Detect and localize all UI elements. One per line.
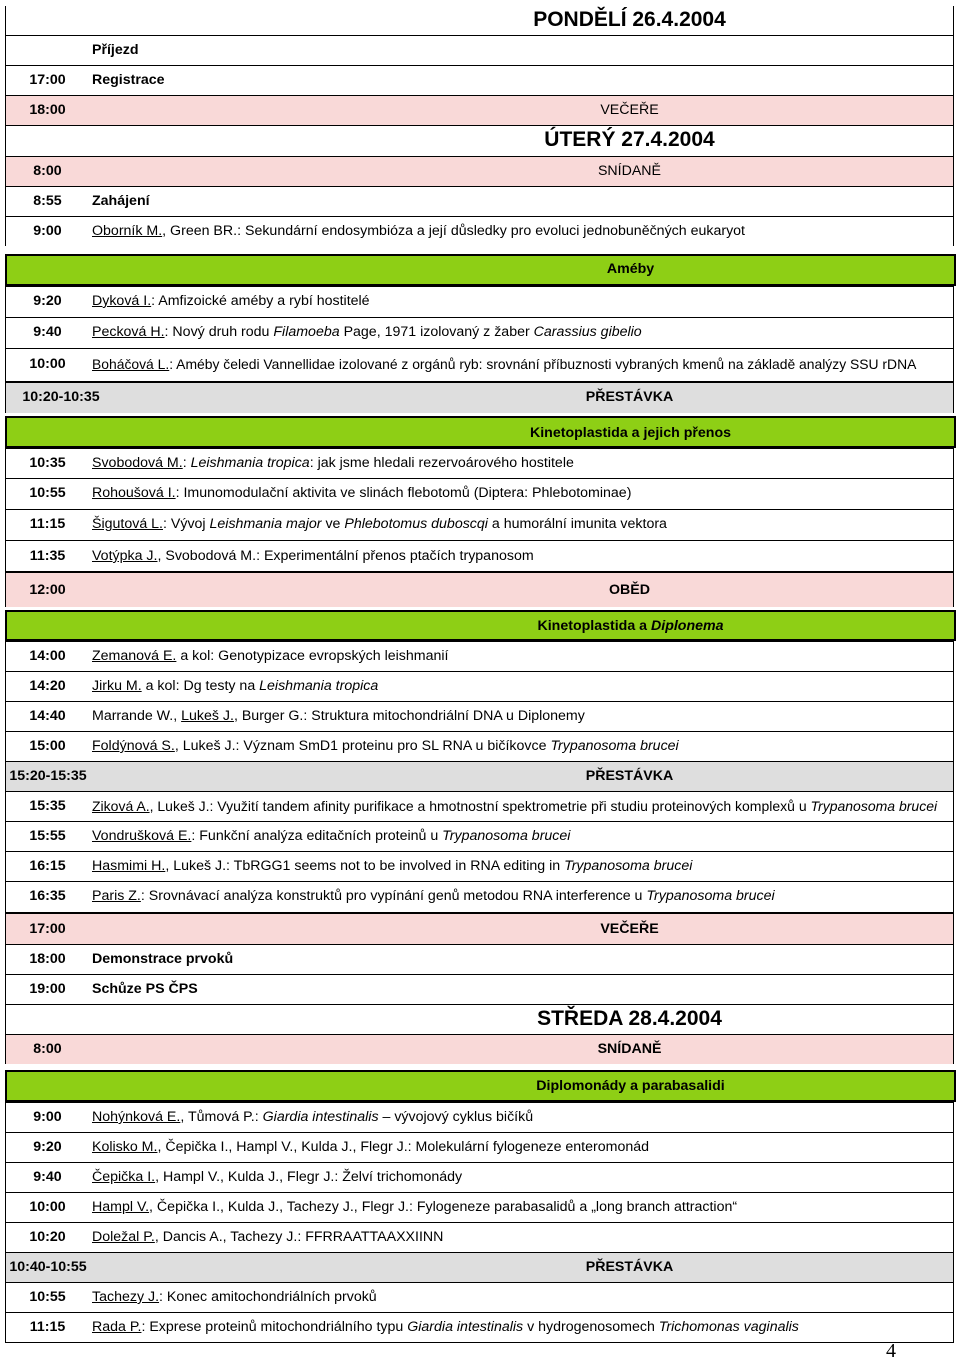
time: 10:55 bbox=[29, 485, 66, 501]
talk-row bbox=[5, 1312, 954, 1343]
break-label: PŘESTÁVKA bbox=[585, 768, 674, 784]
author: Šigutová L. bbox=[92, 516, 163, 532]
title-part: : Srovnávací analýza konstruktů pro vypínání genů metodou RNA interference u bbox=[140, 888, 647, 904]
meal-label: VEČEŘE bbox=[600, 102, 659, 118]
time: 17:00 bbox=[29, 921, 66, 937]
talk-row bbox=[5, 731, 954, 761]
author: Hampl V. bbox=[92, 1199, 150, 1215]
talk bbox=[92, 678, 378, 694]
author: Rada P. bbox=[92, 1319, 142, 1335]
time: 8:55 bbox=[33, 193, 62, 209]
title: : Fylogeneze parabasalidů a „long branch attraction“ bbox=[409, 1199, 738, 1215]
talk-row bbox=[5, 1222, 954, 1252]
time: 16:15 bbox=[29, 858, 66, 874]
time: 9:20 bbox=[33, 293, 62, 309]
title: : Amfizoické améby a rybí hostitelé bbox=[151, 293, 370, 309]
event-text: Zahájení bbox=[92, 193, 150, 209]
author: Čepička I. bbox=[92, 1169, 156, 1185]
title: : Experimentální přenos ptačích trypanosom bbox=[256, 548, 534, 564]
author: Jirku M. bbox=[92, 678, 142, 694]
event-text: Registrace bbox=[92, 72, 165, 88]
break-row bbox=[5, 381, 954, 413]
author: Ziková A. bbox=[92, 798, 150, 814]
meal-label: SNÍDANĚ bbox=[597, 1041, 662, 1057]
time: 15:00 bbox=[29, 738, 66, 754]
time: 15:35 bbox=[29, 798, 66, 814]
coauthors: , Čepička I., Hampl V., Kulda J., Flegr J. bbox=[157, 1139, 408, 1155]
author: Tachezy J. bbox=[92, 1289, 160, 1305]
event-text: Schůze PS ČPS bbox=[92, 981, 198, 997]
talk bbox=[92, 1169, 462, 1185]
author: Votýpka J. bbox=[92, 548, 158, 564]
species: Leishmania tropica bbox=[190, 455, 310, 471]
time: 10:00 bbox=[29, 356, 66, 372]
schedule-row bbox=[5, 186, 954, 216]
talk bbox=[92, 738, 679, 754]
talk bbox=[92, 1109, 533, 1125]
section-title: Kinetoplastida a jejich přenos bbox=[529, 425, 732, 441]
time: 9:00 bbox=[33, 223, 62, 239]
time: 10:20 bbox=[29, 1229, 66, 1245]
talk-row bbox=[5, 1282, 954, 1312]
time: 11:15 bbox=[29, 516, 66, 532]
title: : Struktura mitochondriální DNA u Diplonemy bbox=[303, 708, 585, 724]
species: Leishmania tropica bbox=[259, 678, 379, 694]
day-title: ÚTERÝ 27.4.2004 bbox=[544, 128, 715, 151]
title: a kol: Genotypizace evropských leishmanií bbox=[176, 648, 449, 664]
author: Nohýnková E. bbox=[92, 1109, 181, 1125]
talk bbox=[92, 485, 631, 501]
time: 10:40-10:55 bbox=[9, 1259, 87, 1275]
program-schedule bbox=[5, 6, 954, 1343]
day-header-tuesday bbox=[5, 125, 954, 156]
title: : Améby čeledi Vannellidae izolované z orgánů ryb: srovnání příbuznosti vybraných kmenů na základě analýzy SSU rDNA bbox=[169, 356, 917, 372]
author: Paris Z. bbox=[92, 888, 141, 904]
talk bbox=[92, 1319, 799, 1335]
talk-row bbox=[5, 448, 954, 478]
title: : Konec amitochondriálních prvoků bbox=[159, 1289, 377, 1305]
talk-row bbox=[5, 216, 954, 246]
talk bbox=[92, 223, 745, 239]
species: Trichomonas vaginalis bbox=[658, 1319, 799, 1335]
title-part: v hydrogenosomech bbox=[523, 1319, 659, 1335]
species: Trypanosoma brucei bbox=[810, 798, 938, 814]
title-part: : Využití tandem afinity purifikace a hmotnostní spektrometrie při studiu proteinových komplexů u bbox=[209, 798, 811, 814]
coauthors: , Lukeš J. bbox=[149, 798, 210, 814]
meal-row bbox=[5, 912, 954, 944]
time: 14:20 bbox=[29, 678, 66, 694]
talk bbox=[92, 708, 585, 724]
page-number: 4 bbox=[886, 1340, 896, 1362]
species: Filamoeba bbox=[273, 324, 340, 340]
title: : FFRRAATTAAXXIINN bbox=[297, 1229, 444, 1245]
species: Giardia intestinalis bbox=[407, 1319, 524, 1335]
species: Phlebotomus duboscqi bbox=[344, 516, 488, 532]
talk-row bbox=[5, 881, 954, 912]
time: 9:40 bbox=[33, 1169, 62, 1185]
talk-row bbox=[5, 317, 954, 348]
talk-row bbox=[5, 701, 954, 731]
time: 18:00 bbox=[29, 951, 66, 967]
coauthors: , Burger G. bbox=[233, 708, 304, 724]
talk bbox=[92, 516, 667, 532]
author: Svobodová M. bbox=[92, 455, 183, 471]
section-title: Diplomonády a parabasalidi bbox=[536, 1078, 725, 1094]
talk bbox=[92, 648, 448, 664]
title: : Sekundární endosymbióza a její důsledky pro evoluci jednobuněčných eukaryot bbox=[237, 223, 746, 239]
title-part: : jak jsme hledali rezervoárového hostitele bbox=[309, 455, 574, 471]
species: Trypanosoma brucei bbox=[442, 828, 571, 844]
time: 9:20 bbox=[33, 1139, 62, 1155]
talk-row bbox=[5, 509, 954, 540]
time: 10:35 bbox=[29, 455, 66, 471]
title-part: : bbox=[254, 1109, 263, 1125]
talk bbox=[92, 1229, 443, 1245]
time: 15:20-15:35 bbox=[9, 768, 87, 784]
talk bbox=[92, 1289, 377, 1305]
author: Foldýnová S. bbox=[92, 738, 175, 754]
schedule-row bbox=[5, 944, 954, 974]
section-header bbox=[5, 254, 956, 286]
title-part: Page, 1971 izolovaný z žaber bbox=[339, 324, 534, 340]
species: Trypanosoma brucei bbox=[550, 738, 679, 754]
species: Leishmania major bbox=[209, 516, 322, 532]
coauthors: , bbox=[173, 708, 182, 724]
title-part: ve bbox=[321, 516, 345, 532]
time: 11:15 bbox=[29, 1319, 66, 1335]
talk bbox=[92, 324, 642, 340]
talk bbox=[92, 798, 937, 814]
time: 19:00 bbox=[29, 981, 66, 997]
author: Doležal P. bbox=[92, 1229, 155, 1245]
author: Boháčová L. bbox=[92, 356, 170, 372]
talk bbox=[92, 888, 775, 904]
time: 12:00 bbox=[29, 582, 66, 598]
time: 14:00 bbox=[29, 648, 66, 664]
author: Pecková H. bbox=[92, 324, 165, 340]
author: Zemanová E. bbox=[92, 648, 177, 664]
coauthors: , Green BR. bbox=[162, 223, 238, 239]
coauthors: , Lukeš J. bbox=[174, 738, 236, 754]
talk-row bbox=[5, 540, 954, 571]
author: Dyková I. bbox=[92, 293, 152, 309]
coauthors: , Tůmová P. bbox=[180, 1109, 255, 1125]
author: Oborník M. bbox=[92, 223, 163, 239]
schedule-row bbox=[5, 65, 954, 95]
day-header-monday bbox=[5, 6, 954, 35]
break-row bbox=[5, 761, 954, 791]
day-title: PONDĚLÍ 26.4.2004 bbox=[533, 8, 726, 31]
time: 8:00 bbox=[33, 1041, 62, 1057]
meal-row bbox=[5, 95, 954, 125]
talk-row bbox=[5, 1132, 954, 1162]
author: Vondrušková E. bbox=[92, 828, 192, 844]
talk-row bbox=[5, 641, 954, 671]
title: : Želví trichomonády bbox=[334, 1169, 463, 1185]
presenting-author: Lukeš J. bbox=[181, 708, 234, 724]
coauthors: , Čepička I., Kulda J., Tachezy J., Flegr J. bbox=[149, 1199, 409, 1215]
section-title: Améby bbox=[606, 261, 655, 277]
title-part: : Funkční analýza editačních proteinů u bbox=[191, 828, 443, 844]
day-header-wednesday bbox=[5, 1004, 954, 1034]
time: 14:40 bbox=[29, 708, 66, 724]
species: Trypanosoma brucei bbox=[646, 888, 775, 904]
title-part: : Vývoj bbox=[163, 516, 210, 532]
section-header bbox=[5, 610, 956, 641]
title-part: – vývojový cyklus bičíků bbox=[378, 1109, 534, 1125]
title-part: : TbRGG1 seems not to be involved in RNA editing in bbox=[226, 858, 565, 874]
title: : Imunomodulační aktivita ve slinách flebotomů (Diptera: Phlebotominae) bbox=[175, 485, 632, 501]
coauthors: , Dancis A., Tachezy J. bbox=[154, 1229, 298, 1245]
author: Marrande W. bbox=[92, 708, 174, 724]
talk bbox=[92, 455, 574, 471]
event-text: Příjezd bbox=[92, 42, 139, 58]
title-part: a kol: Dg testy na bbox=[141, 678, 260, 694]
title-part: : Exprese proteinů mitochondriálního typu bbox=[141, 1319, 408, 1335]
talk-row bbox=[5, 1192, 954, 1222]
break-row bbox=[5, 1252, 954, 1282]
time: 15:55 bbox=[29, 828, 66, 844]
break-label: PŘESTÁVKA bbox=[585, 1259, 674, 1275]
talk bbox=[92, 1199, 737, 1215]
title-part: : Nový druh rodu bbox=[164, 324, 274, 340]
talk-row bbox=[5, 791, 954, 821]
meal-label: VEČEŘE bbox=[600, 921, 659, 937]
talk-row bbox=[5, 286, 954, 317]
talk bbox=[92, 356, 916, 372]
talk bbox=[92, 858, 692, 874]
section-title bbox=[307, 618, 954, 634]
talk bbox=[92, 293, 370, 309]
talk-row bbox=[5, 1102, 954, 1132]
talk-row bbox=[5, 478, 954, 509]
talk bbox=[92, 548, 534, 564]
event-text: Demonstrace prvoků bbox=[92, 951, 234, 967]
talk bbox=[92, 828, 570, 844]
day-title: STŘEDA 28.4.2004 bbox=[537, 1007, 722, 1030]
meal-label: SNÍDANĚ bbox=[597, 163, 662, 179]
break-label: PŘESTÁVKA bbox=[585, 389, 674, 405]
author: Kolisko M. bbox=[92, 1139, 158, 1155]
time: 10:00 bbox=[29, 1199, 66, 1215]
talk-row bbox=[5, 348, 954, 381]
talk-row bbox=[5, 671, 954, 701]
time: 16:35 bbox=[29, 888, 66, 904]
section-header bbox=[5, 416, 956, 448]
meal-row bbox=[5, 156, 954, 186]
talk-row bbox=[5, 851, 954, 881]
coauthors: , Hampl V., Kulda J., Flegr J. bbox=[155, 1169, 335, 1185]
time: 17:00 bbox=[29, 72, 66, 88]
schedule-row bbox=[5, 35, 954, 65]
time: 18:00 bbox=[29, 102, 66, 118]
section-header bbox=[5, 1070, 956, 1102]
meal-label: OBĚD bbox=[609, 582, 650, 598]
talk bbox=[92, 1139, 649, 1155]
author: Rohoušová I. bbox=[92, 485, 176, 501]
section-title-part: Kinetoplastida a bbox=[537, 618, 651, 634]
time: 9:00 bbox=[33, 1109, 62, 1125]
title-part: : Význam SmD1 proteinu pro SL RNA u bičíkovce bbox=[235, 738, 551, 754]
coauthors: , Svobodová M. bbox=[157, 548, 257, 564]
author: Hasmimi H. bbox=[92, 858, 166, 874]
schedule-row bbox=[5, 974, 954, 1004]
meal-row bbox=[5, 1034, 954, 1064]
title: : Molekulární fylogeneze enteromonád bbox=[407, 1139, 650, 1155]
section-title-part: Diplonema bbox=[651, 618, 724, 634]
talk-row bbox=[5, 821, 954, 851]
talk-row bbox=[5, 1162, 954, 1192]
species: Giardia intestinalis bbox=[262, 1109, 379, 1125]
title-part: : bbox=[182, 455, 191, 471]
time: 9:40 bbox=[33, 324, 62, 340]
meal-row bbox=[5, 571, 954, 607]
time: 8:00 bbox=[33, 163, 62, 179]
title-part: a humorální imunita vektora bbox=[487, 516, 667, 532]
coauthors: , Lukeš J. bbox=[165, 858, 227, 874]
time: 10:55 bbox=[29, 1289, 66, 1305]
species: Carassius gibelio bbox=[533, 324, 642, 340]
species: Trypanosoma brucei bbox=[564, 858, 693, 874]
time: 11:35 bbox=[29, 548, 66, 564]
time: 10:20-10:35 bbox=[22, 389, 100, 405]
